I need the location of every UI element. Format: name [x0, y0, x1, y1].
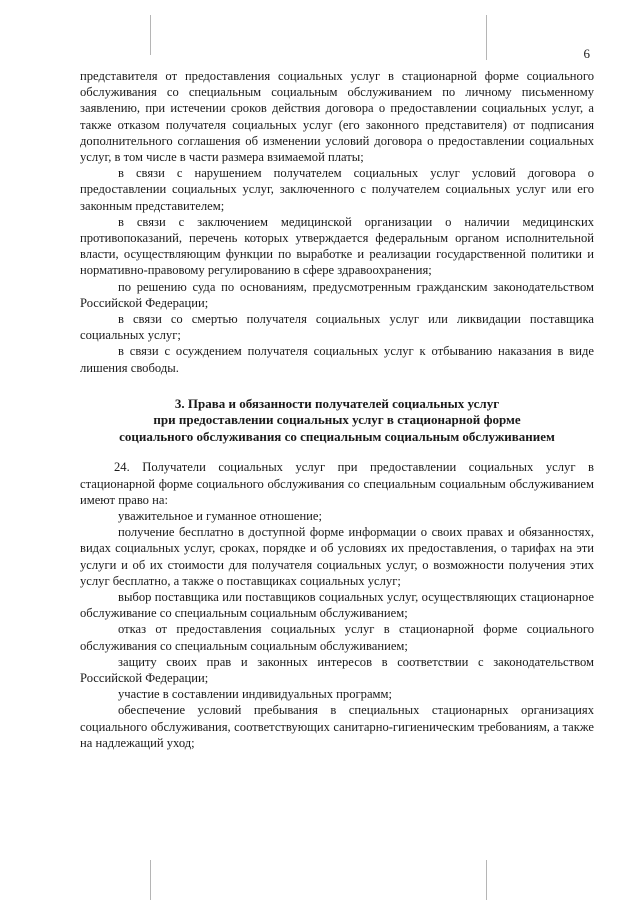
section-heading-line: при предоставлении социальных услуг в стационарной форме: [153, 412, 521, 428]
recipient-rights-list: [80, 459, 594, 751]
paragraph: отказ от предоставления социальных услуг в стационарной форме социального обслуживания со специальным социальным обслуживанием;: [80, 622, 594, 653]
paragraph: в связи с осуждением получателя социальных услуг к отбыванию наказания в виде лишения свободы.: [80, 344, 594, 375]
scan-artifact-line: [150, 860, 151, 900]
paragraph: получение бесплатно в доступной форме информации о своих правах и обязанностях, видах социальных услуг, сроках, порядке и об условиях их предоставления, о тарифах на эти услуги и об их стоимости для получателя социальных услуг, о возможности получения этих услуг бесплатно, а также о поставщиках социальных услуг;: [80, 525, 594, 588]
paragraph: в связи с нарушением получателем социальных услуг условий договора о предоставлении социальных услуг, заключенного с получателем социальных услуг или его законным представителем;: [80, 166, 594, 213]
scan-artifact-line: [150, 15, 151, 55]
clause-24: 24. Получатели социальных услуг при предоставлении социальных услуг в стационарной форме социального обслуживания со специальным социальным обслуживанием имеют право на:: [80, 460, 594, 507]
page-number: 6: [583, 46, 590, 61]
document-body: [80, 68, 594, 751]
paragraph: по решению суда по основаниям, предусмотренным гражданским законодательством Российской Федерации;: [80, 279, 594, 310]
paragraph: в связи с заключением медицинской организации о наличии медицинских противопоказаний, перечень которых утверждается федеральным органом исполнительной власти, осуществляющим функции по выработке и реализации государственной политики и нормативно-правовому регулированию в сфере здравоохранения;: [80, 214, 594, 278]
scan-artifact-line: [486, 15, 487, 60]
section-heading-line: социального обслуживания со специальным социальным обслуживанием: [119, 428, 555, 444]
paragraph: представителя от предоставления социальных услуг в стационарной форме социального обслуживания со специальным социальным обслуживанием по личному письменному заявлению, при истечении сроков действия договора о предоставлении социальных услуг, а также отказом получателя социальных услуг (его законного представителя) от подписания дополнительного соглашения об изменении условий договора о предоставлении социальных услуг, в том числе в части размера взимаемой платы;: [80, 69, 594, 165]
paragraph: защиту своих прав и законных интересов в соответствии с законодательством Российской Федерации;: [80, 654, 594, 685]
paragraph: выбор поставщика или поставщиков социальных услуг, осуществляющих стационарное обслуживание со специальным социальным обслуживанием;: [80, 589, 594, 621]
paragraph: уважительное и гуманное отношение;: [118, 508, 323, 523]
paragraph: в связи со смертью получателя социальных услуг или ликвидации поставщика социальных услуг;: [80, 312, 594, 343]
section-heading: [80, 396, 594, 446]
section-heading-line: 3. Права и обязанности получателей социальных услуг: [174, 395, 500, 411]
termination-grounds-list: [80, 68, 594, 376]
scan-artifact-line: [486, 860, 487, 900]
paragraph: участие в составлении индивидуальных программ;: [118, 687, 392, 702]
paragraph: обеспечение условий пребывания в специальных стационарных организациях социального обслуживания, соответствующих санитарно-гигиеническим требованиям, а также на надлежащий уход;: [80, 703, 594, 750]
